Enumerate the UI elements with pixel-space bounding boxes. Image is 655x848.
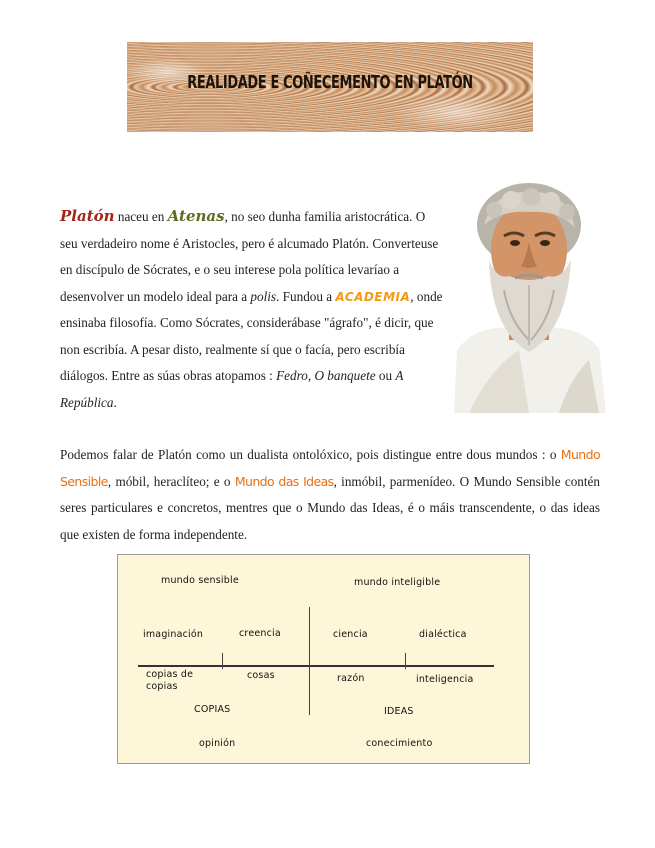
label-ideas: IDEAS [384,706,414,717]
highlight-mundo-ideas: Mundo das Ideas [234,473,334,489]
label-copias-de-copias: copias de copias [146,669,194,692]
vertical-divider [309,607,310,715]
highlight-platon: Platón [60,207,115,225]
label-conecimiento: conecimiento [366,738,433,749]
page-title: REALIDADE E COÑECEMENTO EN PLATÓN [187,72,473,93]
paragraph-dualism: Podemos falar de Platón como un dualista ontolóxico, pois distingue entre dous mundos : o Mundo Sensible, móbil, heraclíteo; e o Mundo das Ideas, inmóbil, parmenídeo. O Mundo Sensible contén seres particulares e concretos, mentres que o Mundo das Ideas, é o máis transcendente, o das ideas que existen de forma independente. [60,447,601,542]
left-tick [222,653,223,669]
horizontal-divider [138,665,494,667]
plato-portrait [449,180,606,413]
label-mundo-inteligible: mundo inteligible [354,577,441,588]
label-dialectica: dialéctica [419,629,467,640]
highlight-mundo-sensible: Mundo Sensible [60,447,600,489]
label-ciencia: ciencia [333,629,368,640]
paragraph-biography: Platón naceu en Atenas, no seo dunha familia aristocrática. O seu verdadeiro nome é Aristocles, pero é alcumado Platón. Converteuse en discípulo de Sócrates, e o seu interese pola política levaríao a desenvolver un modelo ideal para a polis. Fundou a ACADEMIA, onde ensinaba filosofía. Como Sócrates, considerábase "ágrafo", é dicir, que non escribía. A pesar disto, realmente sí que o facía, pero escribía diálogos. Entre as súas obras atopamos : Fedro, O banquete ou A República. [60,207,443,410]
right-tick [405,653,406,669]
label-opinion: opinión [199,738,236,749]
label-cosas: cosas [247,670,275,681]
divided-line-diagram [117,554,530,764]
title-banner [127,42,533,132]
label-mundo-sensible: mundo sensible [161,575,239,586]
label-inteligencia: inteligencia [416,674,474,685]
label-imaxinacion: imaginación [143,629,204,640]
label-copias: COPIAS [194,704,231,715]
highlight-academia: ACADEMIA [335,289,411,304]
label-razon: razón [337,673,365,684]
label-creencia: creencia [239,628,281,639]
highlight-atenas: Atenas [167,207,225,225]
